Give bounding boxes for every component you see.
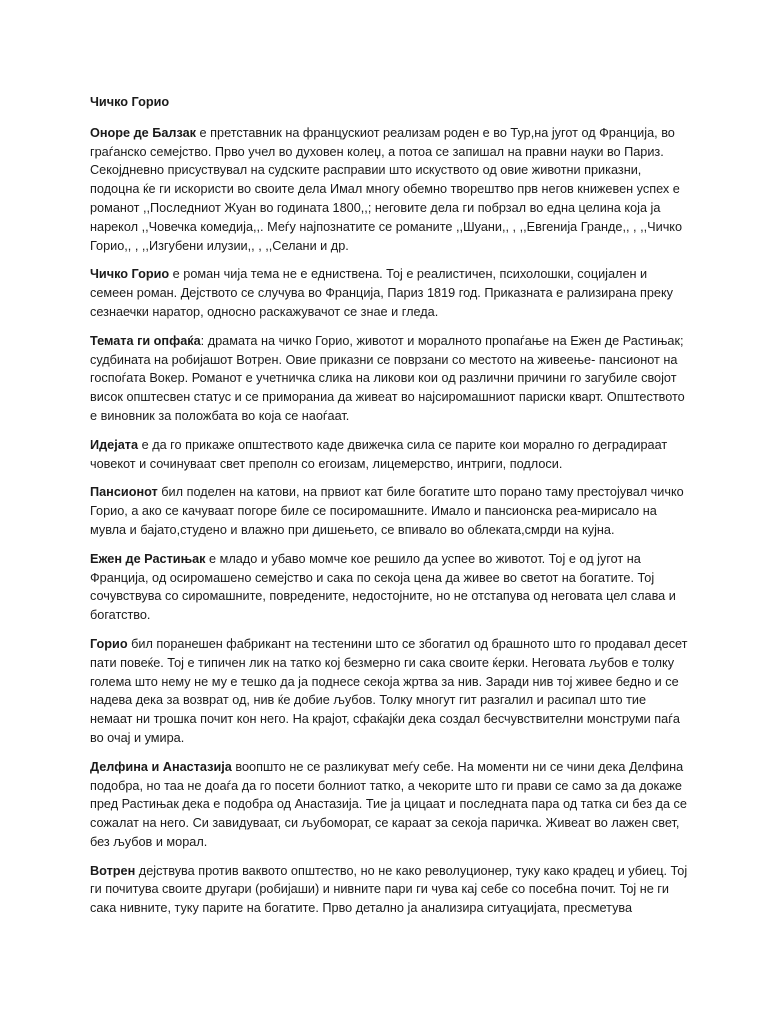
paragraph-text: е претставник на францускиот реализам роден е во Тур,на југот од Франција, во граѓанско семејство. Прво учел во духовен колеџ, а потоа се запишал на правни науки во Париз. Секојдневно присуствувал на судските расправии што искуството од овие животни приказни, подоцна ќе ги искористи во своите дела Имал многу обемно творештво прв негов книжевен успех е романот ,,Последниот Жуан во годината 1800,,; неговите дела ги побрзал во една целина која ја нарекол ,,Човечка комедија,,. Меѓу најпознатите се романите ,,Шуани,, , ,,Евгенија Гранде,, , ,,Чичко Горио,, , ,,Изгубени илузии,, , ,,Селани и др.	[90, 125, 683, 253]
paragraph-rastignac	[90, 550, 690, 625]
paragraph-lead: Ежен де Растињак	[90, 551, 206, 566]
paragraph-theme	[90, 332, 690, 426]
paragraph-text: е роман чија тема не е едниствена. Тој е реалистичен, психолошки, социјален и семеен роман. Дејството се случува во Франција, Париз 1819 год. Приказната е рализирана преку сезнаечки наратор, односно раскажувачот се знае и гледа.	[90, 267, 673, 319]
paragraph-lead: Чичко Горио	[90, 267, 170, 282]
paragraph-lead: Оноре де Балзак	[90, 125, 197, 140]
paragraph-text: е младо и убаво момче кое решило да успее во животот. Тој е од југот на Франција, од осиромашено семејство и сака по секоја цена да живее во светот на богатите. Тој сочувствува со сиромашните, повредените, недостојните, но не отстапува од неговата цел слава и богатство.	[90, 551, 676, 623]
paragraph-lead: Идејата	[90, 437, 139, 452]
paragraph-lead: Горио	[90, 636, 128, 651]
paragraph-text: е да го прикаже општеството каде движечка сила се парите кои морално го деградираат човекот и сочинуваат свет преполн со егоизам, лицемерство, интриги, подлоси.	[90, 437, 668, 471]
paragraph-text: бил поранешен фабрикант на тестенини што се збогатил од брашното што го продавал десет пати повеќе. Тој е типичен лик на татко кој безмерно ги сака своите ќерки. Неговата љубов е толку голема што нему не му е тешко да ја поднесе секоја жртва за нив. Заради нив тој живее бедно и се надева дека за возврат од, нив ќе добие љубов. Толку многут гит разгалил и расипал што тие немаат ни трошка почит кон него. На крајот, сфаќајќи дека создал бесчувствителни монструми паѓа во очај и умира.	[90, 636, 688, 745]
paragraph-lead: Делфина и Анастазија	[90, 759, 232, 774]
paragraph-text: дејствува против ваквото општество, но не како револуционер, туку како крадец и убиец. Тој ги почитува своите другари (робијаши) и нивните пари ги чува кај себе со посебна почит. Тој не ги сака нивните, туку парите на богатите. Прво детално ја анализира ситуацијата, пресметува	[90, 863, 688, 916]
paragraph-vautrin	[90, 862, 690, 918]
paragraph-lead: Пансионот	[90, 485, 158, 500]
paragraph-idea	[90, 436, 690, 474]
paragraph-balzac	[90, 124, 690, 256]
paragraph-text: воопшто не се разликуват меѓу себе. На моменти ни се чини дека Делфина подобра, но таа не доаѓа да го посети болниот татко, а чекорите што ги прави се само за да докаже пред Растињак дека е подобра од Анастазија. Тие ја цицаат и последната пара од татка си без да се сожалат на него. Си завидуваат, си љубоморат, се караат за секоја паричка. Живеат во лажен свет, без љубов и морал.	[90, 759, 687, 849]
paragraph-goriot	[90, 635, 690, 748]
paragraph-text: : драмата на чичко Горио, животот и моралното пропаѓање на Ежен де Растињак; судбината на робијашот Вотрен. Овие приказни се поврзани со местото на живеење- пансионот на госпоѓата Вокер. Романот е учетничка слика на ликови кои од различни причини го загубиле својот висок општесвен статус и се примораниа да живеат во најсиромашниот париски кварт. Општеството е виновник за положбата во која се наоѓаат.	[90, 333, 685, 423]
document-body	[90, 93, 690, 928]
paragraph-novel	[90, 265, 690, 321]
paragraph-lead: Темата ги опфаќа	[90, 333, 201, 348]
paragraph-text: бил поделен на катови, на првиот кат биле богатите што порано таму престојувал чичко Горио, а ако се качуваат погоре биле се посиромашните. Имало и пансионска реа-мирисало на мувла и бајато,студено и влажно при дишењето, се впивало во облеката,смрди на кујна.	[90, 485, 684, 537]
document-title: Чичко Горио	[90, 95, 170, 109]
paragraph-daughters	[90, 758, 690, 852]
paragraph-pension	[90, 483, 690, 539]
paragraph-lead: Вотрен	[90, 863, 136, 878]
